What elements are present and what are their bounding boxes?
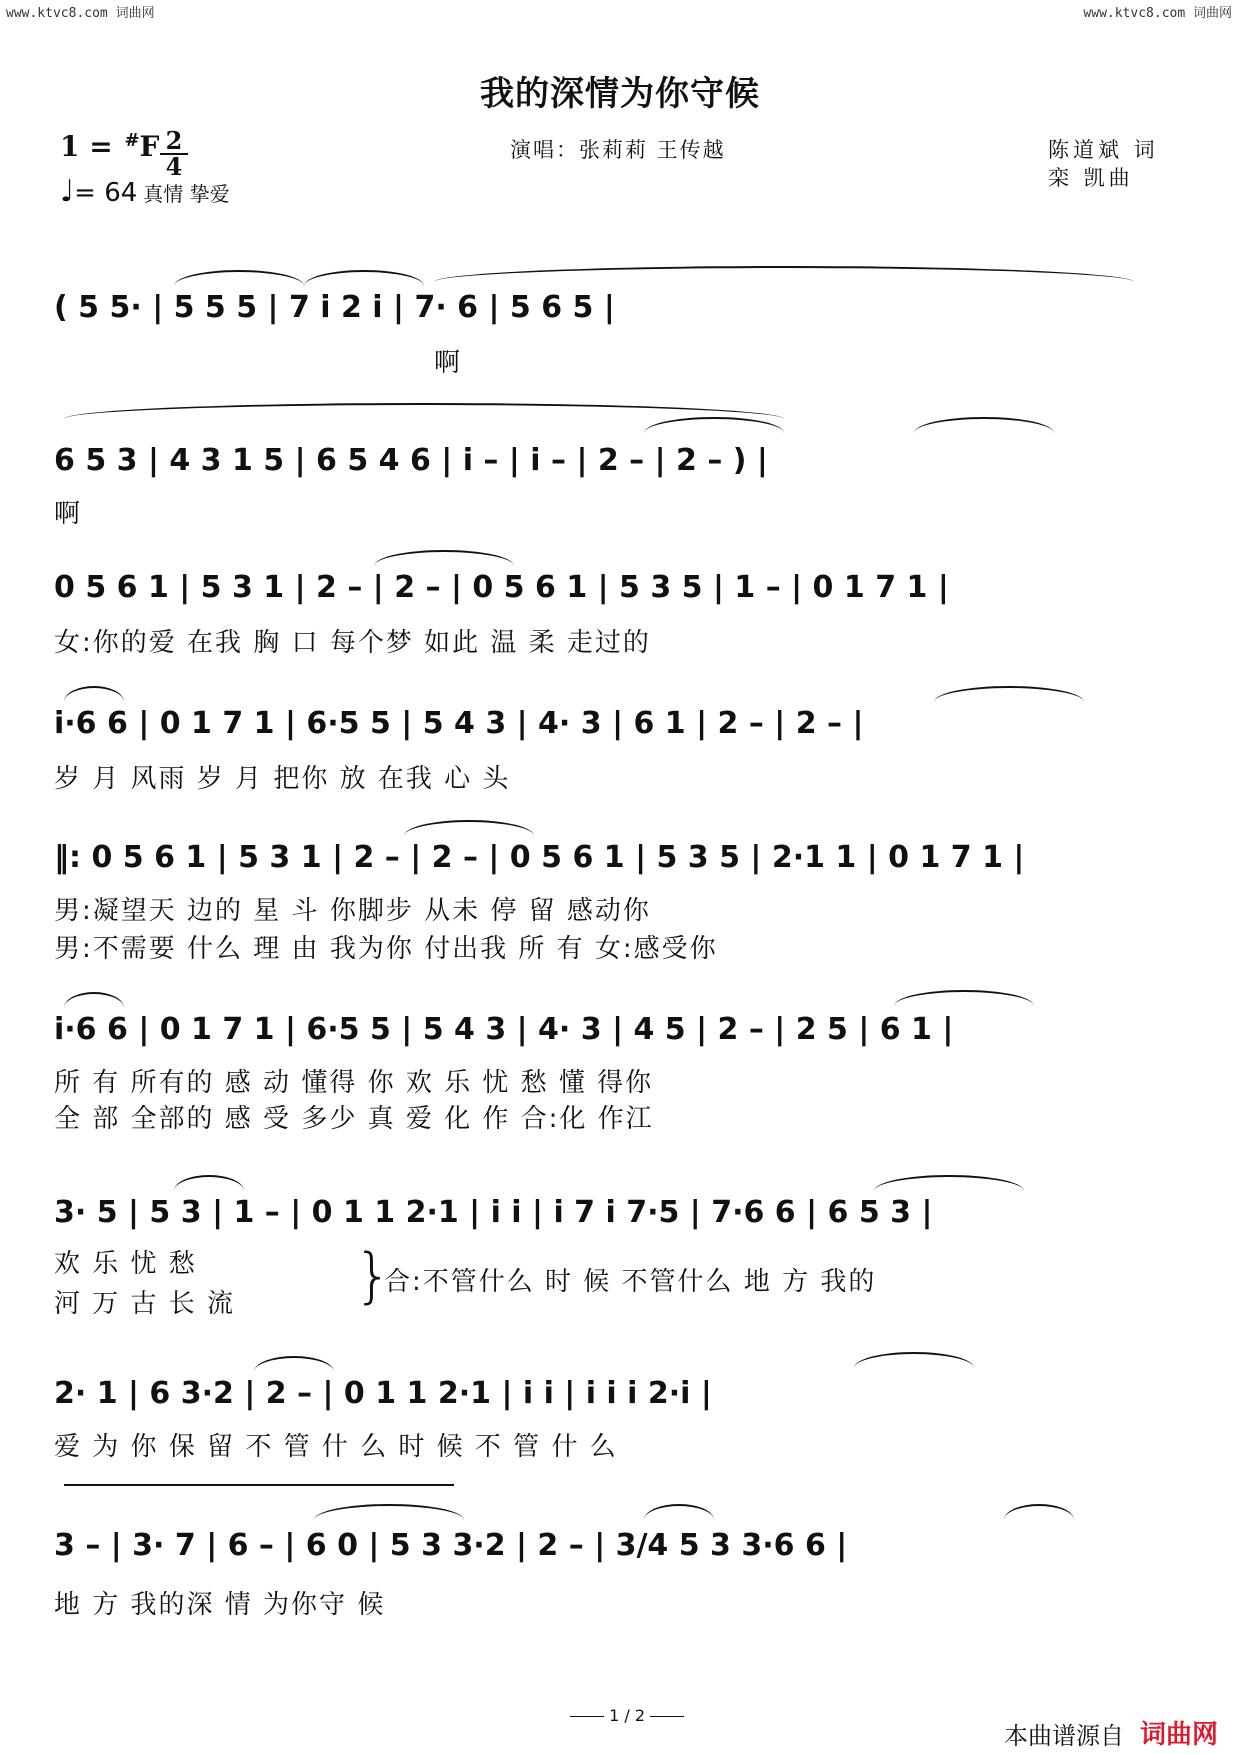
lyric-line: 欢 乐 忧 愁 [54,1249,197,1279]
notation-line: ‖: 0 5 6 1 | 5 3 1 | 2 – | 2 – | 0 5 6 1 | 5 3 5 | 2·1 1 | 0 1 7 1 | [54,840,1025,875]
notation-line: ( 5 5· | 5 5 5 | 7 i 2 i | 7· 6 | 5 6 5 | [54,290,615,325]
lyric-line: 爱 为 你 保 留 不 管 什 么 时 候 不 管 什 么 [54,1432,618,1462]
lyric-line: 男:凝望天 边的 星 斗 你脚步 从未 停 留 感动你 [54,896,651,926]
slur [174,270,304,286]
slur [934,686,1084,702]
slur [254,1356,334,1372]
slur [304,270,424,286]
lyric-line: 啊 [54,499,83,529]
brace-icon: } [354,1241,393,1311]
slur [314,1504,464,1520]
slur [374,550,514,566]
slur [914,417,1054,433]
site-logo: 词曲网 [1140,1720,1219,1750]
notation-line: 3· 5 | 5 3 | 1 – | 0 1 1 2·1 | i i | i 7 i 7·5 | 7·6 6 | 6 5 3 | [54,1195,933,1230]
slur [854,1352,974,1368]
key-prefix: 1 = [60,130,123,163]
slur [644,417,784,433]
notation-line: i·6 6 | 0 1 7 1 | 6·5 5 | 5 4 3 | 4· 3 | 6 1 | 2 – | 2 – | [54,706,864,741]
slur [874,1175,1024,1191]
lyric-line: 地 方 我的深 情 为你守 候 [54,1590,386,1620]
composer: 栾 凯曲 [1048,166,1134,190]
tempo-mark [60,174,230,209]
lyric-line: 全 部 全部的 感 受 多少 真 爱 化 作 合:化 作江 [54,1104,654,1134]
slur [644,1504,714,1520]
key-letter: F [139,130,160,163]
slur [404,820,534,836]
lyric-line: 啊 [434,348,463,378]
slur [64,1484,454,1486]
slur [64,992,124,1008]
watermark-right: www.ktvc8.com 词曲网 [1083,6,1232,21]
song-title: 我的深情为你守候 [480,74,760,114]
notation-line: 3 – | 3· 7 | 6 – | 6 0 | 5 3 3·2 | 2 – | 3/4 5 3 3·6 6 | [54,1528,848,1563]
time-signature [160,126,188,181]
slur [64,686,124,702]
lyric-line: 所 有 所有的 感 动 懂得 你 欢 乐 忧 愁 懂 得你 [54,1068,654,1098]
lyric-line: 岁 月 风雨 岁 月 把你 放 在我 心 头 [54,764,511,794]
slur [174,1175,244,1191]
notation-line: 0 5 6 1 | 5 3 1 | 2 – | 2 – | 0 5 6 1 | 5 3 5 | 1 – | 0 1 7 1 | [54,570,949,605]
lyricist: 陈道斌 词 [1048,138,1159,162]
expression-text: 真情 挚爱 [143,182,230,206]
lyric-line: 河 万 古 长 流 [54,1289,236,1319]
watermark-left: www.ktvc8.com 词曲网 [6,6,155,21]
page-number [570,1706,684,1725]
key-signature [60,130,159,163]
lyric-line: 女:你的爱 在我 胸 口 每个梦 如此 温 柔 走过的 [54,628,651,658]
page-number-text: 1 / 2 [609,1706,646,1725]
chorus-lyric: 合:不管什么 时 候 不管什么 地 方 我的 [384,1267,877,1297]
slur [1004,1504,1074,1520]
notation-line: 2· 1 | 6 3·2 | 2 – | 0 1 1 2·1 | i i | i i i 2·i | [54,1376,712,1411]
slur [64,403,784,419]
slur [894,990,1034,1006]
performer: 演唱：张莉莉 王传越 [510,138,726,162]
slur [434,266,1134,282]
lyric-line: 男:不需要 什么 理 由 我为你 付出我 所 有 女:感受你 [54,934,718,964]
source-text: 本曲谱源自 [1004,1722,1124,1750]
page-rule-left [570,1716,604,1717]
sharp-symbol: # [124,130,140,151]
time-top: 2 [165,126,183,155]
notation-line: 6 5 3 | 4 3 1 5 | 6 5 4 6 | i – | i – | 2 – | 2 – ) | [54,443,768,478]
time-bottom: 4 [165,152,183,181]
quarter-note-icon: ♩ [60,174,75,209]
tempo-value: = 64 [74,178,138,208]
page-rule-right [650,1716,684,1717]
notation-line: i·6 6 | 0 1 7 1 | 6·5 5 | 5 4 3 | 4· 3 | 4 5 | 2 – | 2 5 | 6 1 | [54,1012,954,1047]
